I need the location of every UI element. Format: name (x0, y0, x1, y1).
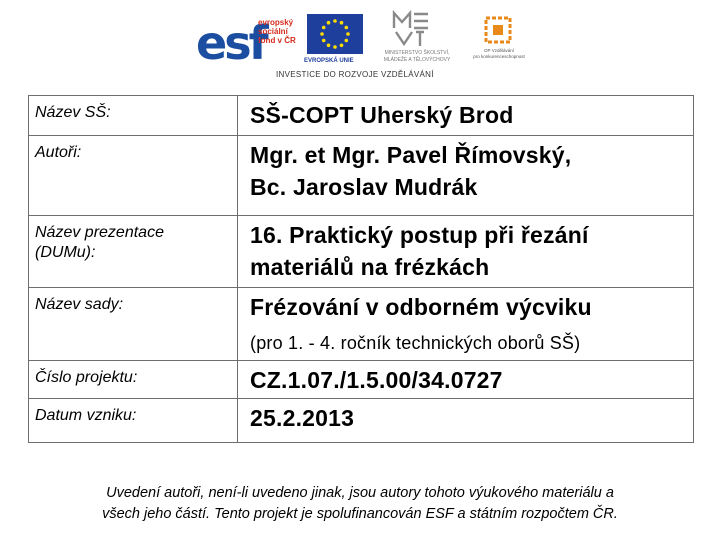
op-text-line: pro konkurenceschopnost (473, 54, 525, 59)
set-note: (pro 1. - 4. ročník technických oborů SŠ) (250, 333, 581, 353)
footer-line: všech jeho částí. Tento projekt je spolufinancován ESF a státním rozpočtem ČR. (102, 506, 618, 522)
school-value: SŠ-COPT Uherský Brod (238, 96, 694, 136)
op-text-line: OP Vzdělávání (484, 48, 514, 53)
school-label: Název SŠ: (29, 96, 238, 136)
msmt-emblem-icon (390, 10, 434, 48)
table-row (29, 96, 694, 136)
presentation-label-line: Název prezentace (35, 224, 164, 241)
presentation-label-line: (DUMu): (35, 244, 96, 261)
presentation-value (238, 216, 694, 288)
eu-logo-text: EVROPSKÁ UNIE (304, 58, 354, 64)
esf-logo-text (258, 18, 296, 45)
eu-flag-icon (307, 14, 363, 54)
logo-banner (196, 10, 528, 86)
set-label: Název sady: (29, 288, 238, 361)
table-row (29, 399, 694, 443)
authors-label: Autoři: (29, 136, 238, 216)
esf-letters: esf (196, 16, 266, 70)
footer-line: Uvedení autoři, není-li uvedeno jinak, jsou autory tohoto výukového materiálu a (106, 485, 614, 501)
presentation-value-line: 16. Praktický postup při řezání (250, 222, 589, 248)
authors-value (238, 136, 694, 216)
esf-text-line: evropský (258, 18, 294, 27)
eu-stars-icon (307, 14, 363, 54)
esf-text-line: fond v ČR (258, 36, 296, 45)
date-label: Datum vzniku: (29, 399, 238, 443)
presentation-label (29, 216, 238, 288)
op-emblem-icon (484, 12, 514, 44)
table-row (29, 216, 694, 288)
authors-value-line: Bc. Jaroslav Mudrák (250, 174, 478, 200)
table-row (29, 288, 694, 361)
msmt-text-line: MLÁDEŽE A TĚLOVÝCHOVY (383, 57, 451, 63)
project-label: Číslo projektu: (29, 361, 238, 399)
presentation-value-line: materiálů na frézkách (250, 254, 490, 280)
op-logo-text (468, 48, 530, 60)
date-value: 25.2.2013 (238, 399, 694, 443)
investment-slogan: INVESTICE DO ROZVOJE VZDĚLÁVÁNÍ (276, 70, 434, 79)
esf-text-line: sociální (258, 27, 288, 36)
msmt-logo (374, 10, 460, 72)
table-row (29, 361, 694, 399)
esf-logo (196, 14, 300, 72)
project-value: CZ.1.07./1.5.00/34.0727 (238, 361, 694, 399)
eu-logo (304, 14, 366, 72)
project-info-table (28, 95, 694, 443)
footer-note (30, 483, 690, 525)
msmt-text-line: MINISTERSTVO ŠKOLSTVÍ, (384, 50, 450, 56)
set-value (238, 288, 694, 361)
table-row (29, 136, 694, 216)
msmt-logo-text (374, 50, 460, 64)
authors-value-line: Mgr. et Mgr. Pavel Římovský, (250, 142, 572, 168)
op-logo (468, 12, 530, 72)
set-value-text: Frézování v odborném výcviku (250, 294, 592, 320)
